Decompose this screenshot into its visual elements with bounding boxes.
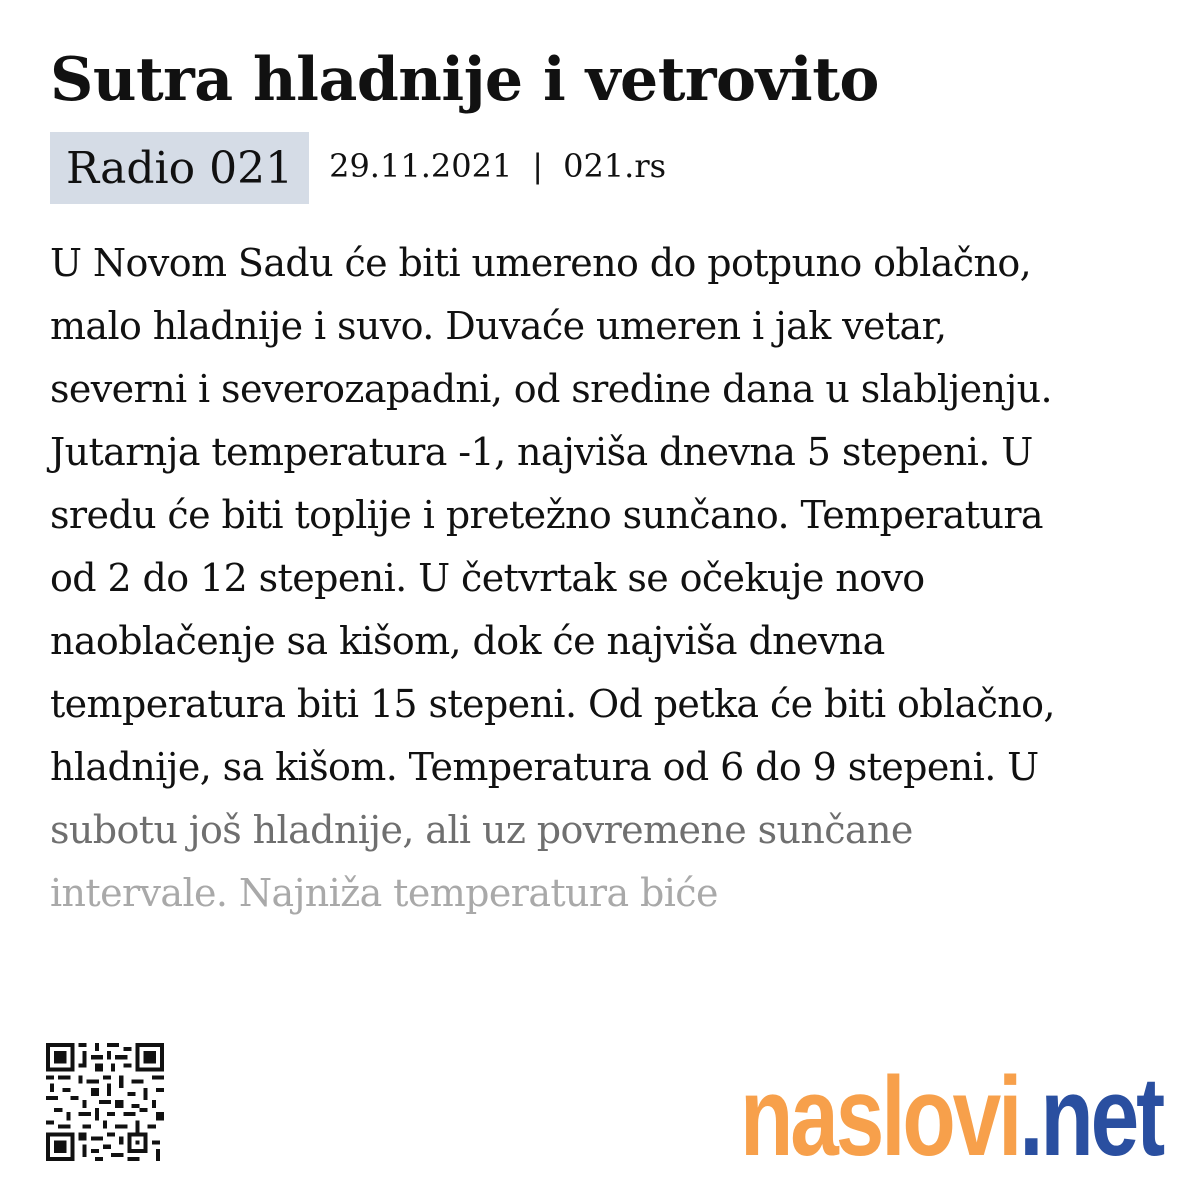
article-line: hladnije, sa kišom. Temperatura od 6 do 9 stepeni. U: [50, 745, 1039, 789]
article-line: U Novom Sadu će biti umereno do potpuno oblačno,: [50, 241, 1032, 285]
article-line: Jutarnja temperatura -1, najviša dnevna 5 stepeni. U: [50, 430, 1033, 474]
article-line: temperatura biti 15 stepeni. Od petka će biti oblačno,: [50, 682, 1055, 726]
article-line-faded: intervale. Najniža temperatura biće: [50, 871, 718, 915]
article-line: od 2 do 12 stepeni. U četvrtak se očekuje novo: [50, 556, 925, 600]
article-line: naoblačenje sa kišom, dok će najviša dnevna: [50, 619, 885, 663]
source-site[interactable]: 021.rs: [563, 147, 667, 185]
article-meta: [50, 132, 666, 204]
article-body: [50, 232, 1130, 925]
article-title: Sutra hladnije i vetrovito: [50, 45, 879, 115]
article-line-faded: subotu još hladnije, ali uz povremene sunčane: [50, 808, 913, 852]
naslovi-logo[interactable]: [739, 1054, 1162, 1179]
logo-text-net: .net: [1019, 1054, 1162, 1179]
article-line: malo hladnije i suvo. Duvaće umeren i jak vetar,: [50, 304, 947, 348]
logo-text-naslovi: naslovi: [739, 1054, 1020, 1179]
article-line: sredu će biti toplije i pretežno sunčano. Temperatura: [50, 493, 1043, 537]
meta-text: [329, 146, 666, 186]
article-line: severni i severozapadni, od sredine dana u slabljenju.: [50, 367, 1052, 411]
meta-separator: |: [532, 147, 544, 185]
publish-date: 29.11.2021: [329, 147, 513, 185]
source-badge[interactable]: Radio 021: [50, 132, 309, 204]
qr-code-icon[interactable]: [46, 1040, 164, 1164]
